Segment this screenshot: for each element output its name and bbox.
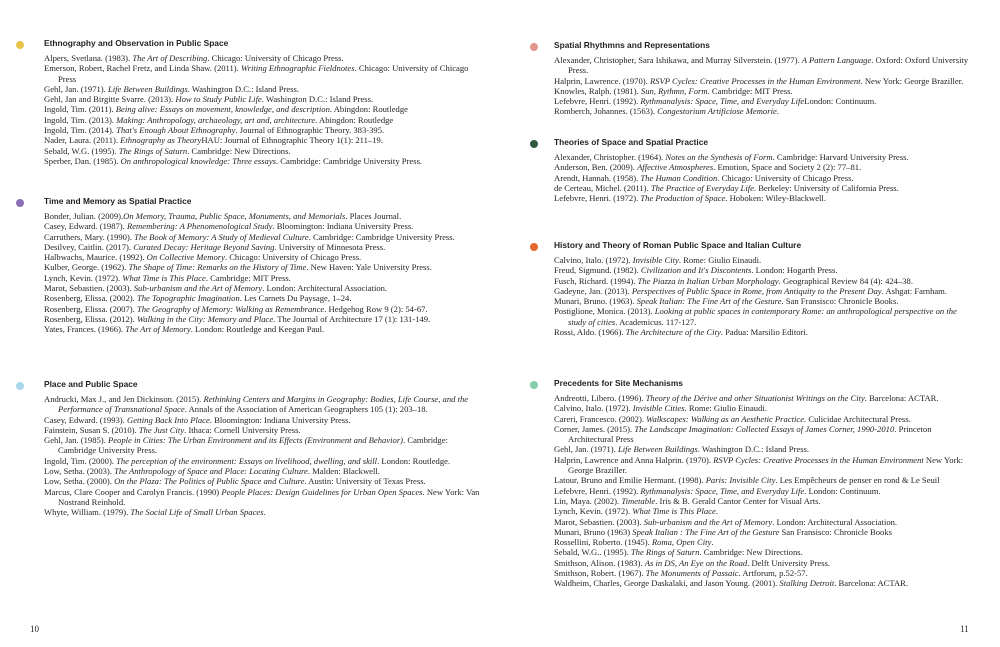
section-bullet-icon bbox=[530, 381, 538, 389]
reference-author: Ingold, Tim. (2011). bbox=[44, 104, 116, 115]
reference-publisher: . Barcelona: ACTAR. bbox=[834, 578, 909, 589]
reference-author: Knowles, Ralph. (1981). bbox=[554, 85, 641, 96]
reference-publisher: . Hedgehog Row 9 (2): 54-67. bbox=[324, 303, 428, 314]
reference-publisher: . London: Routledge and Keegan Paul. bbox=[190, 324, 325, 335]
reference-entry bbox=[44, 283, 484, 293]
reference-title: Sub-urbanism and the Art of Memory bbox=[133, 283, 263, 294]
reference-title: The Geography of Memory: Walking as Remembrance bbox=[136, 303, 325, 314]
page-number-left: 10 bbox=[30, 624, 39, 634]
reference-publisher: . Cambridge: MIT Press. bbox=[205, 272, 291, 283]
reference-publisher: . Chicago: University of Chicago Press. bbox=[207, 53, 344, 63]
section-bullet-icon bbox=[16, 382, 24, 390]
reference-author: Kulber, George. (1962). bbox=[44, 262, 129, 273]
reference-entry bbox=[554, 558, 974, 568]
reference-title: Rethinking Centers and Margins in Geography: Bodies, Life Course, and the Performance of Transnational Space bbox=[58, 394, 469, 415]
section-heading: Time and Memory as Spatial Practice bbox=[44, 196, 192, 206]
reference-publisher: . San Fransisco: Chronicle Books. bbox=[781, 296, 899, 307]
reference-publisher: . Cambridge: New Directions. bbox=[187, 145, 291, 156]
reference-entry bbox=[44, 507, 484, 517]
reference-publisher: . London: Architectural Association. bbox=[262, 283, 388, 294]
reference-publisher: . Washington D.C.: Island Press. bbox=[187, 83, 300, 94]
reference-entry bbox=[44, 394, 484, 415]
reference-title: The Production of Space bbox=[640, 193, 726, 204]
reference-entry bbox=[554, 424, 974, 445]
reference-author: Smithson, Robert. (1967). bbox=[554, 568, 646, 579]
reference-title: Rythmanalysis: Space, Time, and Everyday Life bbox=[640, 96, 805, 107]
reference-publisher: . London: Architectural Association. bbox=[772, 516, 898, 527]
reference-publisher: New York: George Braziller. bbox=[568, 454, 964, 476]
reference-title: People Places: Design Guidelines for Urban Open Spaces bbox=[221, 486, 423, 497]
reference-entry bbox=[44, 415, 484, 425]
reference-title: A Pattern Language bbox=[801, 55, 872, 65]
reference-author: Waldheim, Charles, George Daskalaki, and Jason Young. (2001). bbox=[554, 578, 780, 589]
section-bullet-icon bbox=[530, 243, 538, 251]
reference-publisher: . Princeton Architectural Press bbox=[568, 423, 932, 445]
reference-entry bbox=[44, 242, 484, 252]
reference-publisher: . London: Hogarth Press. bbox=[751, 265, 838, 276]
reference-author: Gehl, Jan. (1971). bbox=[554, 444, 618, 455]
reference-publisher: . Cambridge: Harvard University Press. bbox=[772, 152, 909, 162]
reference-entry bbox=[554, 276, 974, 286]
reference-entry bbox=[554, 286, 974, 296]
reference-title: The Landscape Imagination: Collected Essays of James Corner, 1990-2010 bbox=[634, 423, 895, 434]
reference-entry bbox=[554, 568, 974, 578]
reference-author: Sperber, Dan. (1985). bbox=[44, 155, 121, 166]
reference-title: Speak Italian: The Fine Art of the Gesture bbox=[636, 296, 782, 307]
reference-publisher: . Washington D.C.: Island Press. bbox=[697, 444, 810, 455]
reference-publisher: . Oxford: Oxford University Press. bbox=[568, 55, 969, 76]
reference-title: That's Enough About Ethnography bbox=[116, 125, 236, 136]
reference-entry bbox=[554, 393, 974, 403]
reference-entry bbox=[554, 296, 974, 306]
reference-author: Gehl, Jan. (1971). bbox=[44, 83, 108, 94]
reference-author: Halprin, Lawrence. (1970). bbox=[554, 75, 650, 86]
reference-entry bbox=[44, 262, 484, 272]
reference-publisher: . Journal of Ethnographic Theory. 383-395. bbox=[235, 125, 385, 136]
reference-publisher: . Academicus. 117-127. bbox=[615, 316, 697, 327]
reference-title: How to Study Public Life bbox=[175, 94, 262, 105]
reference-author: Rossellini, Roberto. (1945). bbox=[554, 537, 652, 548]
reference-title: The Human Condition bbox=[640, 172, 718, 183]
reference-entry bbox=[554, 76, 974, 86]
reference-title: The Art of Describing bbox=[132, 53, 208, 63]
reference-author: Alexander, Christopher, Sara Ishikawa, and Murray Silverstein. (1977). bbox=[554, 55, 802, 65]
reference-title: RSVP Cycles: Creative Processes in the Human Environment bbox=[649, 75, 861, 86]
reference-entry bbox=[44, 221, 484, 231]
reference-author: Careri, Francesco. (2002). bbox=[554, 413, 647, 424]
reference-entry bbox=[554, 173, 974, 183]
section-heading: History and Theory of Roman Public Space and Italian Culture bbox=[554, 240, 802, 250]
reference-publisher: . Chicago: University of Chicago Press bbox=[58, 63, 469, 84]
reference-entry bbox=[44, 293, 484, 303]
reference-entry bbox=[554, 255, 974, 265]
section-roman bbox=[554, 240, 974, 337]
reference-entry bbox=[44, 425, 484, 435]
section-bullet-icon bbox=[530, 43, 538, 51]
reference-publisher: . bbox=[715, 506, 719, 517]
reference-title: The Rings of Saturn bbox=[630, 547, 700, 558]
reference-author: Casey, Edward. (1993). bbox=[44, 414, 127, 425]
reference-author: Smithson, Alison. (1983). bbox=[554, 557, 645, 568]
reference-title: RSVP Cycles: Creative Processes in the Human Environment bbox=[713, 454, 924, 465]
reference-title: Roma, Open City bbox=[651, 537, 712, 548]
reference-author: Marcus, Clare Cooper and Carolyn Francis. (1990) bbox=[44, 486, 222, 497]
reference-author: Emerson, Robert, Rachel Fretz, and Linda Shaw. (2011). bbox=[44, 63, 241, 74]
reference-entry bbox=[554, 327, 974, 337]
section-precedents bbox=[554, 378, 974, 589]
reference-author: Gehl, Jan. (1985). bbox=[44, 435, 108, 446]
reference-author: Romberch, Johannes. (1563). bbox=[554, 106, 658, 117]
reference-entry bbox=[554, 265, 974, 275]
reference-author: Rosenberg, Elissa. (2012). bbox=[44, 313, 137, 324]
section-ethnography bbox=[44, 38, 484, 166]
reference-publisher: . Cambridge: Cambridge University Press. bbox=[58, 435, 448, 456]
reference-entry bbox=[554, 86, 974, 96]
reference-title: On Memory, Trauma, Public Space, Monuments, and Memorials bbox=[123, 211, 346, 221]
reference-entry bbox=[554, 517, 974, 527]
reference-entry bbox=[554, 193, 974, 203]
reference-title: What Time is This Place bbox=[632, 506, 716, 517]
reference-list bbox=[44, 211, 484, 335]
reference-title: Curated Decay: Heritage Beyond Saving bbox=[133, 241, 275, 252]
reference-publisher: . London: Routledge. bbox=[377, 455, 451, 466]
reference-title: Walking in the City: Memory and Place bbox=[136, 313, 274, 324]
reference-author: Lynch, Kevin. (1972). bbox=[554, 506, 633, 517]
reference-publisher: HAU: Journal of Ethnographic Theory 1(1): 211–19. bbox=[201, 135, 383, 146]
reference-author: Nader, Laura. (2011). bbox=[44, 135, 121, 146]
section-heading: Precedents for Site Mechanisms bbox=[554, 378, 683, 388]
reference-entry bbox=[44, 252, 484, 262]
reference-title: Affective Atmospheres bbox=[637, 162, 714, 173]
reference-title: Ethnography as Theory bbox=[120, 135, 202, 146]
reference-title: Paris: Invisible City bbox=[705, 475, 776, 486]
reference-publisher: . Washington D.C.: Island Press. bbox=[261, 94, 374, 105]
reference-publisher: . bbox=[776, 106, 779, 117]
reference-author: Lynch, Kevin. (1972). bbox=[44, 272, 123, 283]
reference-author: Andrucki, Max J., and Jen Dickinson. (2015). bbox=[44, 394, 204, 404]
reference-entry bbox=[554, 486, 974, 496]
reference-publisher: . Bloomington: Indiana University Press. bbox=[209, 414, 351, 425]
reference-publisher: . Austin: University of Texas Press. bbox=[304, 476, 426, 487]
section-bullet-icon bbox=[16, 199, 24, 207]
reference-entry bbox=[44, 104, 484, 114]
reference-publisher: . Culicidae Architectural Press. bbox=[804, 413, 911, 424]
reference-entry bbox=[554, 547, 974, 557]
reference-title: As in DS, An Eye on the Road bbox=[644, 557, 748, 568]
reference-publisher: . Cambridge: New Directions. bbox=[699, 547, 803, 558]
reference-entry bbox=[44, 273, 484, 283]
reference-author: Low, Setha. (2003). bbox=[44, 466, 115, 477]
reference-author: Lefebvre, Henri. (1992). bbox=[554, 485, 641, 496]
reference-entry bbox=[554, 537, 974, 547]
reference-title: Remembering: A Phenomenological Study bbox=[126, 221, 273, 232]
reference-title: Getting Back Into Place bbox=[126, 414, 210, 425]
reference-author: Sebald, W.G. (1995). bbox=[44, 145, 119, 156]
reference-author: Whyte, William. (1979). bbox=[44, 507, 131, 518]
reference-entry bbox=[44, 84, 484, 94]
section-spatial-rhythms bbox=[554, 40, 974, 117]
reference-author: Arendt, Hannah. (1958). bbox=[554, 172, 641, 183]
reference-publisher: . Annals of the Association of American Geographers 105 (1): 203–18. bbox=[184, 404, 428, 415]
reference-publisher: . Les Empêcheurs de penser en rond & Le Seuil bbox=[775, 475, 940, 486]
reference-title: On anthropological knowledge: Three essays bbox=[120, 155, 276, 166]
section-time-memory bbox=[44, 196, 484, 335]
reference-author: Munari, Bruno. (1963). bbox=[554, 296, 637, 307]
reference-publisher: . Hoboken: Wiley-Blackwell. bbox=[725, 193, 826, 204]
reference-author: Fainstein, Susan S. (2010). bbox=[44, 424, 139, 435]
reference-author: Lin, Maya. (2002). bbox=[554, 495, 622, 506]
reference-entry bbox=[554, 306, 974, 327]
reference-publisher: . London: Continuum. bbox=[804, 485, 881, 496]
reference-author: Low, Setha. (2000). bbox=[44, 476, 115, 487]
reference-entry bbox=[44, 115, 484, 125]
reference-author: Halprin, Lawrence and Anna Halprin. (1970). bbox=[554, 454, 714, 465]
reference-author: Rosenberg, Elissa. (2007). bbox=[44, 303, 137, 314]
reference-title: On the Plaza: The Politics of Public Space and Culture bbox=[114, 476, 305, 487]
page-number-right: 11 bbox=[960, 624, 969, 634]
section-heading: Ethnography and Observation in Public Space bbox=[44, 38, 229, 48]
reference-title: Notes on the Synthesis of Form bbox=[665, 152, 773, 162]
reference-publisher: San Fransisco: Chronicle Books bbox=[779, 526, 892, 537]
reference-title: The perception of the environment: Essays on livelihood, dwelling, and skill bbox=[116, 455, 378, 466]
reference-title: The Monuments of Passaic bbox=[645, 568, 739, 579]
reference-entry bbox=[554, 414, 974, 424]
reference-publisher: . Delft University Press. bbox=[747, 557, 831, 568]
reference-author: Calvino, Italo. (1972). bbox=[554, 255, 633, 265]
reference-author: Lefebvre, Henri. (1972). bbox=[554, 193, 641, 204]
reference-author: Alexander, Christopher. (1964). bbox=[554, 152, 666, 162]
reference-title: What Time is This Place bbox=[122, 272, 206, 283]
reference-title: Walkscapes: Walking as an Aesthetic Practice bbox=[646, 413, 805, 424]
reference-publisher: . Geographical Review 84 (4): 424–38. bbox=[778, 275, 914, 286]
reference-title: Making: Anthropology, archaeology, art and, architecture bbox=[116, 114, 316, 125]
reference-author: Gehl, Jan and Birgitte Svarre. (2013). bbox=[44, 94, 176, 105]
reference-entry bbox=[554, 506, 974, 516]
reference-author: Bonder, Julian. (2009). bbox=[44, 211, 124, 221]
reference-author: Yates, Frances. (1966). bbox=[44, 324, 126, 335]
reference-title: Invisible Cities bbox=[632, 403, 685, 414]
reference-title: Perspectives of Public Space in Rome, from Antiquity to the Present Day bbox=[631, 285, 882, 296]
reference-author: Gadeyne, Jan. (2013). bbox=[554, 285, 632, 296]
reference-publisher: . Abingdon: Routledge bbox=[315, 114, 394, 125]
reference-title: Congestorium Artificiose Memorie bbox=[657, 106, 777, 117]
reference-entry bbox=[44, 435, 484, 456]
reference-publisher: . Bloomington: Indiana University Press. bbox=[272, 221, 414, 232]
reference-publisher: . Chicago: University of Chicago Press. bbox=[224, 252, 362, 263]
reference-publisher: . New York: Van Nostrand Reinhold. bbox=[58, 486, 480, 507]
reference-author: Munari, Bruno (1963) bbox=[554, 526, 633, 537]
reference-entry bbox=[44, 232, 484, 242]
reference-publisher: London: Continuum. bbox=[804, 96, 877, 107]
reference-author: Ingold, Tim. (2000). bbox=[44, 455, 117, 466]
reference-entry bbox=[554, 152, 974, 162]
reference-title: The Anthropology of Space and Place: Locating Culture bbox=[114, 466, 308, 477]
reference-title: The Topographic Imagination bbox=[136, 293, 240, 304]
reference-entry bbox=[44, 156, 484, 166]
reference-author: Fusch, Richard. (1994). bbox=[554, 275, 638, 286]
reference-title: The Architecture of the City bbox=[625, 327, 721, 338]
reference-title: Being alive: Essays on movement, knowledge, and description bbox=[115, 104, 330, 115]
reference-publisher: . bbox=[263, 507, 266, 518]
reference-publisher: . Abingdon: Routledge bbox=[329, 104, 408, 115]
reference-publisher: . Barcelona: ACTAR. bbox=[864, 393, 939, 403]
reference-publisher: . University of Minnesota Press. bbox=[274, 241, 386, 252]
reference-publisher: . New Haven: Yale University Press. bbox=[306, 262, 432, 273]
reference-title: The Shape of Time: Remarks on the History of Time bbox=[128, 262, 307, 273]
reference-entry bbox=[554, 475, 974, 485]
reference-publisher: . Rome: Giulio Einaudi. bbox=[684, 403, 767, 414]
reference-entry bbox=[44, 324, 484, 334]
reference-author: Ingold, Tim. (2013). bbox=[44, 114, 117, 125]
section-heading: Place and Public Space bbox=[44, 379, 138, 389]
reference-author: Lefebvre, Henri. (1992). bbox=[554, 96, 641, 107]
reference-publisher: . Cambridge: Cambridge University Press. bbox=[275, 155, 423, 166]
reference-publisher: . Places Journal. bbox=[345, 211, 402, 221]
reference-author: Sebald, W.G.. (1995). bbox=[554, 547, 631, 558]
reference-entry bbox=[554, 55, 974, 76]
reference-entry bbox=[44, 135, 484, 145]
reference-title: Sun, Rythmn, Form bbox=[640, 85, 708, 96]
reference-entry bbox=[554, 183, 974, 193]
reference-publisher: . Chicago: University of Chicago Press. bbox=[717, 172, 854, 183]
reference-author: Corner, James. (2015). bbox=[554, 423, 635, 434]
reference-author: Carruthers, Mary. (1990). bbox=[44, 231, 135, 242]
reference-title: The Rings of Saturn bbox=[118, 145, 188, 156]
reference-title: Sub-urbanism and the Art of Memory bbox=[643, 516, 773, 527]
reference-author: Andreotti, Libero. (1996). bbox=[554, 393, 646, 403]
reference-title: Looking at public spaces in contemporary Rome: an anthropological perspective on the study of cities bbox=[568, 306, 957, 327]
section-theories bbox=[554, 137, 974, 203]
reference-publisher: . Malden: Blackwell. bbox=[307, 466, 380, 477]
reference-entry bbox=[554, 455, 974, 476]
reference-title: Civilization and It's Discontents bbox=[640, 265, 752, 276]
reference-entry bbox=[554, 96, 974, 106]
reference-title: The Book of Memory: A Study of Medieval Culture bbox=[134, 231, 309, 242]
reference-entry bbox=[44, 314, 484, 324]
reference-entry bbox=[44, 476, 484, 486]
reference-entry bbox=[44, 487, 484, 508]
reference-list bbox=[554, 152, 974, 203]
reference-entry bbox=[44, 53, 484, 63]
reference-list bbox=[554, 255, 974, 337]
reference-entry bbox=[554, 444, 974, 454]
reference-title: Timetable bbox=[621, 495, 656, 506]
reference-author: Rosenberg, Elissa. (2002). bbox=[44, 293, 137, 304]
reference-author: Calvino, Italo. (1972). bbox=[554, 403, 633, 414]
reference-author: Marot, Sebastien. (2003). bbox=[44, 283, 134, 294]
reference-author: Desilvey, Caitlin. (2017). bbox=[44, 241, 134, 252]
reference-title: On Collective Memory bbox=[146, 252, 225, 263]
reference-publisher: . Berkeley: University of California Press. bbox=[753, 182, 899, 193]
reference-entry bbox=[44, 63, 484, 84]
reference-title: Invisible City bbox=[632, 255, 679, 265]
reference-entry bbox=[554, 106, 974, 116]
reference-title: Stalking Detroit bbox=[779, 578, 835, 589]
reference-publisher: . Iris & B. Gerald Cantor Center for Visual Arts. bbox=[655, 495, 821, 506]
reference-entry bbox=[554, 578, 974, 588]
reference-list bbox=[554, 393, 974, 589]
reference-title: The Piazza in Italian Urban Morphology bbox=[637, 275, 779, 286]
reference-title: The Art of Memory bbox=[125, 324, 191, 335]
reference-title: The Practice of Everyday Life bbox=[650, 182, 754, 193]
section-bullet-icon bbox=[530, 140, 538, 148]
reference-author: Postiglione, Monica. (2013). bbox=[554, 306, 655, 317]
reference-publisher: . Ithaca: Cornell University Press. bbox=[184, 424, 301, 435]
reference-title: Life Between Buildings bbox=[107, 83, 188, 94]
reference-author: Freud, Sigmund. (1982). bbox=[554, 265, 641, 276]
reference-entry bbox=[44, 125, 484, 135]
reference-entry bbox=[44, 146, 484, 156]
reference-entry bbox=[44, 211, 484, 221]
reference-entry bbox=[44, 94, 484, 104]
section-bullet-icon bbox=[16, 41, 24, 49]
reference-title: Speak Italian : The Fine Art of the Gesture bbox=[632, 526, 780, 537]
reference-author: Latour, Bruno and Emilie Hermant. (1998). bbox=[554, 475, 706, 486]
reference-title: Theory of the Dérive and other Situationist Writings on the City bbox=[645, 393, 865, 403]
reference-publisher: . Emotion, Space and Society 2 (2): 77–81. bbox=[713, 162, 862, 173]
reference-entry bbox=[554, 162, 974, 172]
section-place bbox=[44, 379, 484, 518]
section-heading: Theories of Space and Spatial Practice bbox=[554, 137, 709, 147]
reference-author: Casey, Edward. (1987). bbox=[44, 221, 127, 232]
reference-list bbox=[44, 53, 484, 166]
reference-entry bbox=[44, 456, 484, 466]
reference-list bbox=[44, 394, 484, 518]
reference-publisher: . New York: George Braziller. bbox=[860, 75, 964, 86]
reference-publisher: . Cambridge: Cambridge University Press. bbox=[308, 231, 455, 242]
section-heading: Spatial Rhythmns and Representations bbox=[554, 40, 710, 50]
reference-publisher: . Ashgat: Farnham. bbox=[881, 285, 948, 296]
reference-publisher: . The Journal of Architecture 17 (1): 131-149. bbox=[273, 313, 431, 324]
reference-author: Rossi, Aldo. (1966). bbox=[554, 327, 626, 338]
reference-title: The Social Life of Small Urban Spaces bbox=[130, 507, 264, 518]
reference-title: The Just City bbox=[138, 424, 185, 435]
reference-publisher: . Artforum, p.52-57. bbox=[738, 568, 808, 579]
reference-title: Life Between Buildings bbox=[617, 444, 698, 455]
reference-publisher: . Padua: Marsilio Editori. bbox=[720, 327, 808, 338]
reference-publisher: . bbox=[711, 537, 714, 548]
reference-author: Alpers, Svetlana. (1983). bbox=[44, 53, 133, 63]
reference-author: Marot, Sebastien. (2003). bbox=[554, 516, 644, 527]
reference-entry bbox=[44, 466, 484, 476]
reference-publisher: . Rome: Giulio Einaudi. bbox=[678, 255, 762, 265]
reference-list bbox=[554, 55, 974, 117]
reference-author: Anderson, Ben. (2009). bbox=[554, 162, 638, 173]
reference-title: Rythmanalysis: Space, Time, and Everyday Life bbox=[640, 485, 805, 496]
reference-author: Halbwachs, Maurice. (1992). bbox=[44, 252, 147, 263]
reference-entry bbox=[554, 403, 974, 413]
reference-author: de Certeau, Michel. (2011). bbox=[554, 182, 651, 193]
reference-title: People in Cities: The Urban Environment and its Effects (Environment and Behavior) bbox=[107, 435, 404, 446]
reference-entry bbox=[554, 496, 974, 506]
reference-author: Ingold, Tim. (2014). bbox=[44, 125, 117, 136]
reference-entry bbox=[554, 527, 974, 537]
reference-title: Writing Ethnographic Fieldnotes bbox=[240, 63, 355, 74]
reference-publisher: . Les Carnets Du Paysage, 1–24. bbox=[239, 293, 352, 304]
reference-publisher: . Cambridge: MIT Press. bbox=[707, 85, 793, 96]
reference-entry bbox=[44, 304, 484, 314]
